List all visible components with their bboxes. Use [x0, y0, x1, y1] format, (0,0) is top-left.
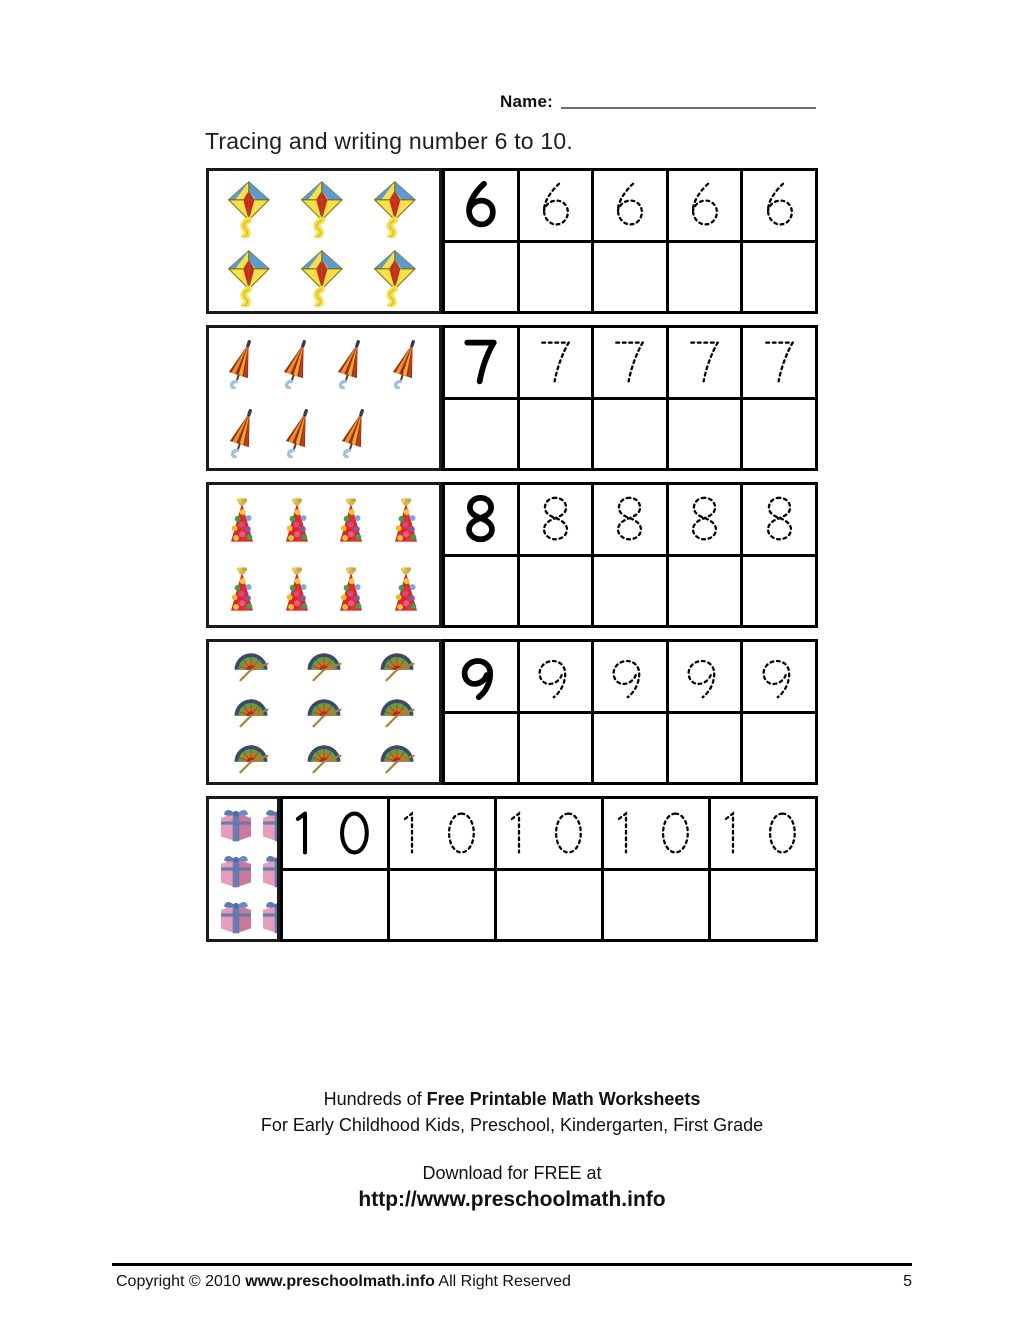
practice-row [445, 243, 815, 312]
trace-glyph-10[interactable] [604, 803, 708, 863]
object-party-hat [379, 486, 434, 555]
promo-line-1-bold: Free Printable Math Worksheets [426, 1089, 701, 1109]
object-closed-umbrella [215, 398, 271, 467]
umbrella-icon [218, 408, 268, 458]
kite-icon [364, 244, 430, 307]
hand-fan-icon [230, 692, 272, 732]
solid-glyph-7 [453, 332, 508, 392]
trace-glyph-10[interactable] [390, 803, 494, 863]
practice-cell[interactable] [711, 871, 815, 940]
model-number-cell [445, 328, 520, 397]
trace-number-cell[interactable] [743, 328, 815, 397]
practice-row [283, 871, 815, 940]
party-hat-icon [381, 496, 431, 546]
object-closed-umbrella [327, 398, 383, 467]
object-line [215, 643, 433, 689]
model-number-cell [445, 171, 520, 240]
trace-row [445, 328, 815, 400]
practice-cell[interactable] [669, 714, 744, 783]
trace-number-cell[interactable] [743, 171, 815, 240]
worksheet-row [206, 168, 818, 314]
practice-cell[interactable] [594, 714, 669, 783]
trace-number-cell[interactable] [594, 328, 669, 397]
object-closed-umbrella [215, 329, 270, 398]
trace-glyph-7[interactable] [528, 332, 583, 392]
promo-block [0, 1086, 1024, 1214]
practice-row [445, 557, 815, 626]
gift-box-icon [215, 849, 257, 889]
object-kite [360, 241, 433, 310]
trace-number-cell[interactable] [669, 171, 744, 240]
practice-cell[interactable] [743, 557, 815, 626]
model-number-cell [283, 799, 390, 868]
object-closed-umbrella [270, 329, 325, 398]
model-number-cell [445, 642, 520, 711]
trace-glyph-10[interactable] [711, 803, 815, 863]
solid-glyph-6 [453, 175, 508, 235]
party-hat-icon [381, 565, 431, 615]
trace-number-cell[interactable] [594, 642, 669, 711]
object-kite [360, 172, 433, 241]
kite-icon [291, 175, 357, 238]
trace-row [445, 171, 815, 243]
page-title: Tracing and writing number 6 to 10. [205, 128, 573, 154]
trace-number-cell[interactable] [497, 799, 604, 868]
trace-row [445, 485, 815, 557]
hand-fan-icon [230, 646, 272, 686]
picture-panel-6 [206, 168, 442, 314]
object-closed-umbrella [379, 329, 434, 398]
number-grid-10 [280, 796, 818, 942]
object-line [215, 398, 433, 467]
gift-box-icon [257, 849, 280, 889]
object-grid [209, 799, 277, 939]
object-line [215, 892, 271, 938]
name-label: Name: [500, 92, 553, 111]
practice-cell[interactable] [604, 871, 711, 940]
trace-glyph-8[interactable] [752, 489, 807, 549]
object-kite [215, 172, 288, 241]
trace-row [445, 642, 815, 714]
copyright-text [116, 1273, 571, 1291]
picture-panel-7 [206, 325, 442, 471]
trace-number-cell[interactable] [520, 171, 595, 240]
trace-number-cell[interactable] [520, 642, 595, 711]
object-line [215, 735, 433, 781]
trace-number-cell[interactable] [594, 485, 669, 554]
trace-number-cell[interactable] [669, 485, 744, 554]
object-hand-fan [215, 689, 288, 735]
number-grid-7 [442, 325, 818, 471]
practice-row [445, 714, 815, 783]
object-gift-box [215, 800, 257, 846]
object-party-hat [324, 555, 379, 624]
hand-fan-icon [376, 692, 418, 732]
number-grid-6 [442, 168, 818, 314]
object-grid [209, 642, 439, 782]
promo-url[interactable]: http://www.preschoolmath.info [358, 1188, 666, 1211]
gift-box-icon [257, 895, 280, 935]
practice-row [445, 400, 815, 469]
trace-glyph-6[interactable] [752, 175, 807, 235]
object-party-hat [215, 555, 270, 624]
trace-glyph-8[interactable] [677, 489, 732, 549]
hand-fan-icon [303, 692, 345, 732]
footer-divider [112, 1263, 912, 1266]
solid-glyph-9 [453, 646, 508, 706]
practice-cell[interactable] [594, 243, 669, 312]
object-party-hat [270, 486, 325, 555]
kite-icon [218, 175, 284, 238]
object-hand-fan [215, 735, 288, 781]
object-party-hat [324, 486, 379, 555]
worksheet-row [206, 639, 818, 785]
object-line [215, 241, 433, 310]
party-hat-icon [326, 565, 376, 615]
object-line [215, 846, 271, 892]
object-hand-fan [360, 735, 433, 781]
party-hat-icon [217, 565, 267, 615]
hand-fan-icon [376, 646, 418, 686]
trace-number-cell[interactable] [390, 799, 497, 868]
trace-number-cell[interactable] [743, 485, 815, 554]
trace-glyph-9[interactable] [752, 646, 807, 706]
object-closed-umbrella [271, 398, 327, 467]
object-gift-box [257, 800, 280, 846]
practice-cell[interactable] [390, 871, 497, 940]
copyright-site: www.preschoolmath.info [245, 1273, 435, 1290]
picture-panel-9 [206, 639, 442, 785]
trace-glyph-9[interactable] [602, 646, 657, 706]
practice-cell[interactable] [445, 400, 520, 469]
footer [116, 1273, 912, 1291]
worksheet-table [206, 168, 818, 942]
object-grid [209, 171, 439, 311]
practice-cell[interactable] [520, 400, 595, 469]
practice-cell[interactable] [283, 871, 390, 940]
practice-cell[interactable] [743, 714, 815, 783]
gift-box-icon [215, 895, 257, 935]
promo-line-1 [0, 1086, 1024, 1112]
trace-row [283, 799, 815, 871]
object-line [215, 329, 433, 398]
practice-cell[interactable] [594, 557, 669, 626]
kite-icon [291, 244, 357, 307]
trace-number-cell[interactable] [669, 328, 744, 397]
gift-box-icon [215, 803, 257, 843]
solid-glyph-8 [453, 489, 508, 549]
promo-line-2: For Early Childhood Kids, Preschool, Kindergarten, First Grade [260, 1115, 764, 1135]
party-hat-icon [326, 496, 376, 546]
model-number-cell [445, 485, 520, 554]
object-hand-fan [360, 689, 433, 735]
umbrella-icon [217, 339, 267, 389]
object-kite [288, 241, 361, 310]
umbrella-icon [274, 408, 324, 458]
umbrella-icon [330, 408, 380, 458]
object-line [215, 800, 271, 846]
worksheet-row [206, 796, 818, 942]
object-hand-fan [288, 689, 361, 735]
trace-number-cell[interactable] [520, 485, 595, 554]
practice-cell[interactable] [594, 400, 669, 469]
practice-cell[interactable] [520, 714, 595, 783]
practice-cell[interactable] [669, 243, 744, 312]
object-hand-fan [215, 643, 288, 689]
object-gift-box [215, 892, 257, 938]
name-input-line[interactable] [561, 107, 816, 109]
picture-panel-8 [206, 482, 442, 628]
practice-cell[interactable] [445, 714, 520, 783]
object-line [215, 689, 433, 735]
trace-number-cell[interactable] [594, 171, 669, 240]
page-number: 5 [903, 1273, 912, 1290]
kite-icon [364, 175, 430, 238]
trace-number-cell[interactable] [711, 799, 815, 868]
trace-glyph-9[interactable] [677, 646, 732, 706]
practice-cell[interactable] [669, 400, 744, 469]
party-hat-icon [272, 496, 322, 546]
object-party-hat [270, 555, 325, 624]
trace-glyph-6[interactable] [528, 175, 583, 235]
practice-cell[interactable] [497, 871, 604, 940]
object-grid [209, 328, 439, 468]
practice-cell[interactable] [743, 400, 815, 469]
umbrella-icon [326, 339, 376, 389]
party-hat-icon [217, 496, 267, 546]
object-hand-fan [288, 643, 361, 689]
practice-cell[interactable] [743, 243, 815, 312]
worksheet-row [206, 482, 818, 628]
object-grid [209, 485, 439, 625]
object-kite [288, 172, 361, 241]
practice-cell[interactable] [520, 243, 595, 312]
object-hand-fan [288, 735, 361, 781]
object-hand-fan [360, 643, 433, 689]
trace-glyph-8[interactable] [602, 489, 657, 549]
trace-number-cell[interactable] [669, 642, 744, 711]
object-line [215, 555, 433, 624]
object-gift-box [257, 892, 280, 938]
trace-glyph-7[interactable] [602, 332, 657, 392]
name-field-row [500, 92, 816, 112]
trace-glyph-7[interactable] [677, 332, 732, 392]
object-kite [215, 241, 288, 310]
hand-fan-icon [303, 646, 345, 686]
practice-cell[interactable] [669, 557, 744, 626]
promo-line-3: Download for FREE at [422, 1163, 602, 1183]
object-party-hat [215, 486, 270, 555]
trace-number-cell[interactable] [743, 642, 815, 711]
solid-glyph-10 [283, 803, 387, 863]
trace-glyph-6[interactable] [602, 175, 657, 235]
gift-box-icon [257, 803, 280, 843]
trace-glyph-8[interactable] [528, 489, 583, 549]
hand-fan-icon [230, 738, 272, 778]
object-line [215, 172, 433, 241]
trace-glyph-9[interactable] [528, 646, 583, 706]
trace-glyph-6[interactable] [677, 175, 732, 235]
practice-cell[interactable] [445, 243, 520, 312]
trace-glyph-10[interactable] [497, 803, 601, 863]
practice-cell[interactable] [520, 557, 595, 626]
kite-icon [218, 244, 284, 307]
number-grid-9 [442, 639, 818, 785]
copyright-suffix: All Right Reserved [434, 1273, 571, 1290]
object-gift-box [257, 846, 280, 892]
promo-line-1-plain: Hundreds of [323, 1089, 427, 1109]
worksheet-row [206, 325, 818, 471]
hand-fan-icon [376, 738, 418, 778]
object-line [215, 486, 433, 555]
copyright-prefix: Copyright © 2010 [116, 1273, 246, 1290]
object-gift-box [215, 846, 257, 892]
object-party-hat [379, 555, 434, 624]
picture-panel-10 [206, 796, 280, 942]
number-grid-8 [442, 482, 818, 628]
trace-number-cell[interactable] [520, 328, 595, 397]
party-hat-icon [272, 565, 322, 615]
trace-number-cell[interactable] [604, 799, 711, 868]
practice-cell[interactable] [445, 557, 520, 626]
hand-fan-icon [303, 738, 345, 778]
object-closed-umbrella [324, 329, 379, 398]
trace-glyph-7[interactable] [752, 332, 807, 392]
umbrella-icon [381, 339, 431, 389]
umbrella-icon [272, 339, 322, 389]
